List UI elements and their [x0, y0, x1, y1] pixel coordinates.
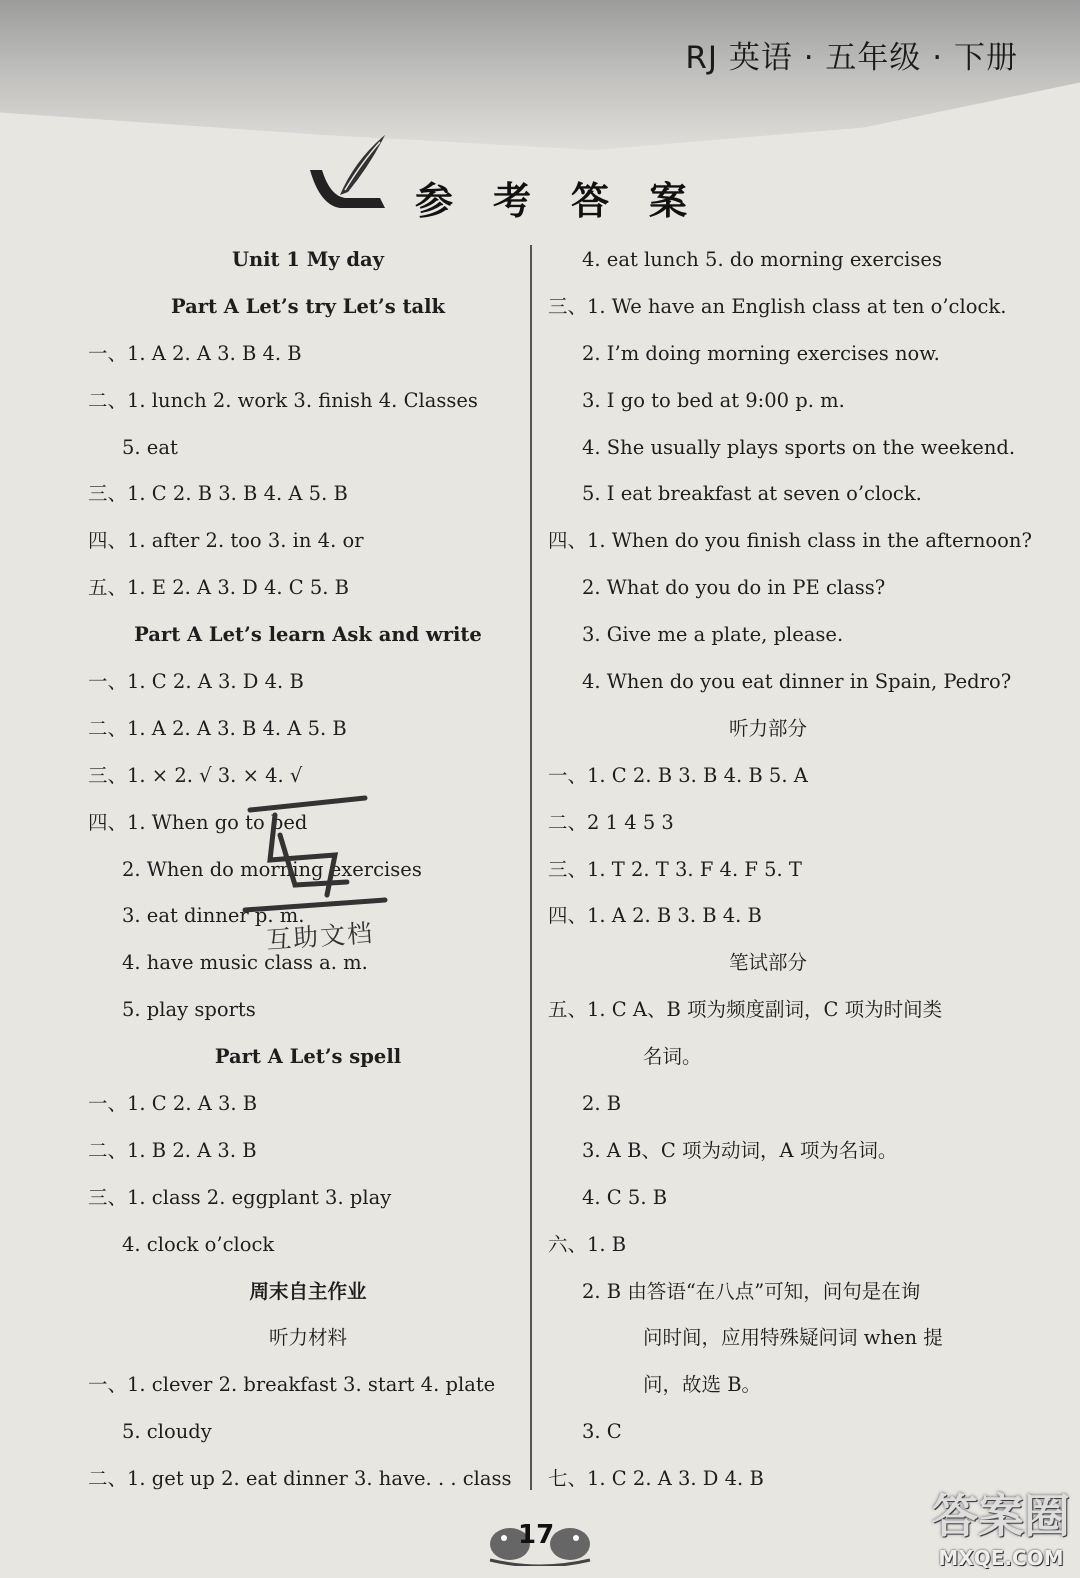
answer-line: 听力材料 — [268, 1326, 347, 1350]
answer-line: 笔试部分 — [728, 951, 807, 975]
left-column — [88, 237, 528, 1503]
answer-line: 一、1. C 2. A 3. D 4. B — [88, 670, 304, 694]
page-number: 17 — [518, 1520, 555, 1550]
answer-line: 3. C — [582, 1420, 622, 1444]
answer-line: 2. I’m doing morning exercises now. — [582, 341, 940, 365]
answer-line: 3. Give me a plate, please. — [582, 623, 844, 647]
answer-line: 四、1. When go to bed — [88, 810, 308, 834]
answer-line: 三、1. T 2. T 3. F 4. F 5. T — [548, 857, 802, 881]
answer-line: 3. eat dinner p. m. — [122, 904, 305, 928]
answer-line: 四、1. after 2. too 3. in 4. or — [88, 529, 364, 553]
answer-line: 二、1. lunch 2. work 3. finish 4. Classes — [88, 388, 478, 412]
answer-line: Part A Let’s spell — [214, 1045, 402, 1069]
answer-line: 三、1. × 2. √ 3. × 4. √ — [88, 763, 303, 787]
answer-line: 5. I eat breakfast at seven o’clock. — [582, 482, 922, 506]
answer-line: 三、1. We have an English class at ten o’clock. — [548, 294, 1007, 318]
answer-line: 4. When do you eat dinner in Spain, Pedro? — [582, 670, 1012, 694]
answer-line: 三、1. C 2. B 3. B 4. A 5. B — [88, 482, 348, 506]
answer-line: 5. eat — [122, 435, 178, 459]
answer-line: Part A Let’s try Let’s talk — [170, 294, 446, 318]
answer-line: 4. have music class a. m. — [122, 951, 368, 975]
answer-line: 一、1. C 2. B 3. B 4. B 5. A — [548, 763, 808, 787]
book-title: RJ 英语 · 五年级 · 下册 — [685, 40, 1018, 76]
page-title: 参考答案 — [415, 179, 728, 223]
answer-line: 二、2 1 4 5 3 — [548, 810, 674, 834]
answer-line: 4. eat lunch 5. do morning exercises — [582, 248, 942, 271]
answer-line: 5. play sports — [122, 998, 256, 1022]
answer-line: 2. What do you do in PE class? — [582, 576, 886, 600]
answer-line: 二、1. get up 2. eat dinner 3. have. . . class — [88, 1467, 512, 1491]
right-column — [548, 237, 1032, 1503]
answer-line: 一、1. C 2. A 3. B — [88, 1092, 258, 1116]
answer-line: 一、1. A 2. A 3. B 4. B — [88, 341, 302, 365]
answer-line: 五、1. E 2. A 3. D 4. C 5. B — [88, 576, 350, 600]
answer-line: 四、1. When do you finish class in the afternoon? — [548, 529, 1032, 553]
answer-line: 听力部分 — [728, 716, 807, 740]
answer-line: Unit 1 My day — [231, 248, 385, 271]
answer-line: 4. She usually plays sports on the weekend. — [582, 435, 1016, 459]
site-watermark — [932, 1480, 1070, 1570]
answer-line: 4. clock o’clock — [122, 1232, 275, 1256]
answer-line: 2. When do morning exercises — [122, 857, 422, 881]
answer-line: 3. A B、C 项为动词，A 项为名词。 — [582, 1138, 898, 1162]
answer-line: Part A Let’s learn Ask and write — [134, 623, 482, 647]
answer-line: 5. cloudy — [122, 1420, 212, 1444]
answer-line: 二、1. A 2. A 3. B 4. A 5. B — [88, 716, 347, 740]
answer-line: 问，故选 B。 — [643, 1373, 762, 1397]
answer-line: 名词。 — [643, 1045, 702, 1069]
watermark-url: MXQE.COM — [938, 1546, 1064, 1570]
answer-line: 五、1. C A、B 项为频度副词，C 项为时间类 — [548, 998, 943, 1022]
answer-line: 四、1. A 2. B 3. B 4. B — [548, 904, 762, 928]
answer-line: 六、1. B — [548, 1232, 627, 1256]
quill-logo-icon — [300, 130, 395, 215]
watermark-logo-text: 答案圈 — [932, 1489, 1070, 1543]
answer-line: 4. C 5. B — [582, 1185, 668, 1209]
answer-line: 七、1. C 2. A 3. D 4. B — [548, 1467, 764, 1491]
answer-line: 二、1. B 2. A 3. B — [88, 1138, 257, 1162]
answer-line: 周末自主作业 — [249, 1279, 367, 1303]
column-divider — [530, 245, 532, 1490]
answer-line: 3. I go to bed at 9:00 p. m. — [582, 388, 845, 412]
answer-line: 三、1. class 2. eggplant 3. play — [88, 1185, 392, 1209]
answer-line: 一、1. clever 2. breakfast 3. start 4. plate — [88, 1373, 496, 1397]
answer-line: 2. B — [582, 1092, 622, 1116]
answer-line: 问时间，应用特殊疑问词 when 提 — [643, 1326, 943, 1350]
stamp-text: 互助文档 — [265, 918, 376, 955]
answer-line: 2. B 由答语“在八点”可知，问句是在询 — [582, 1279, 921, 1303]
